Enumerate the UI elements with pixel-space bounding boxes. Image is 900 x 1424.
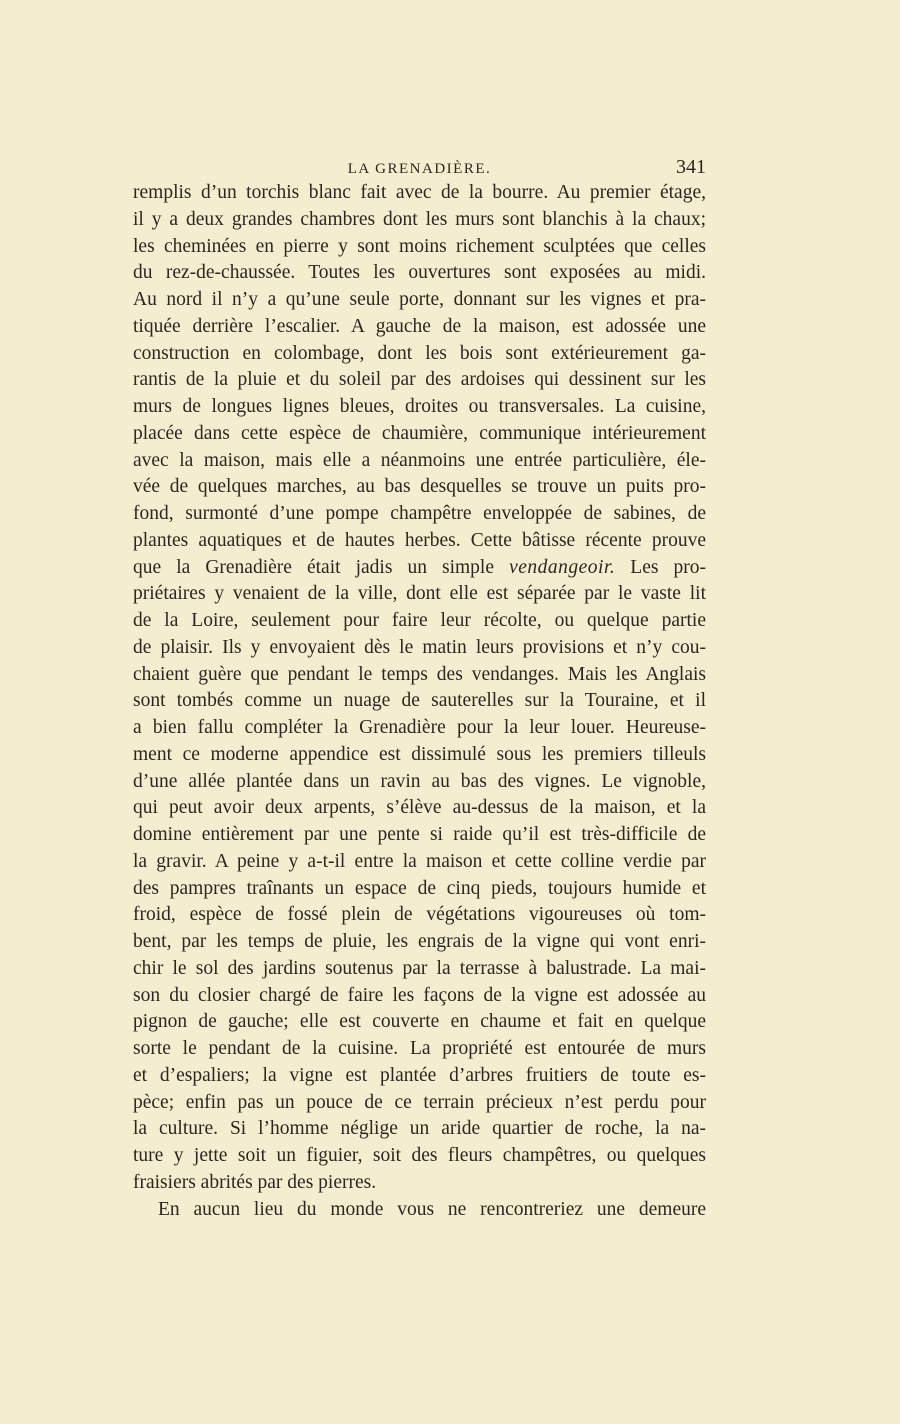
text-line: chaient guère que pendant le temps des vendanges. Mais les Anglais xyxy=(133,663,706,685)
text-line: de plaisir. Ils y envoyaient dès le matin leurs provisions et n’y cou- xyxy=(133,636,706,658)
text-line: il y a deux grandes chambres dont les murs sont blanchis à la chaux; xyxy=(133,208,706,230)
text-line: placée dans cette espèce de chaumière, communique intérieurement xyxy=(133,422,706,444)
text-line: ture y jette soit un figuier, soit des fleurs champêtres, ou quelques xyxy=(133,1145,706,1166)
text-line: son du closier chargé de faire les façons de la vigne est adossée au xyxy=(133,984,706,1006)
text-line: pèce; enfin pas un pouce de ce terrain précieux n’est perdu pour xyxy=(133,1091,706,1113)
italic-term: vendangeoir. xyxy=(509,556,616,578)
text-line: domine entièrement par une pente si raide qu’il est très-difficile de xyxy=(133,824,706,845)
text-line: sorte le pendant de la cuisine. La propriété est entourée de murs xyxy=(133,1038,706,1059)
text-line: construction en colombage, dont les bois sont extérieurement ga- xyxy=(133,342,706,364)
text-line: les cheminées en pierre y sont moins richement sculptées que celles xyxy=(133,235,706,257)
text-line: du rez-de-chaussée. Toutes les ouvertures sont exposées au midi. xyxy=(133,262,706,284)
text-line: chir le sol des jardins soutenus par la terrasse à balustrade. La mai- xyxy=(133,957,706,979)
text-line: fraisiers abrités par des pierres. xyxy=(133,1171,377,1193)
text-line: sont tombés comme un nuage de sauterelles sur la Touraine, et il xyxy=(133,690,706,712)
text-line: pignon de gauche; elle est couverte en chaume et fait en quelque xyxy=(133,1011,706,1033)
text-line: d’une allée plantée dans un ravin au bas des vignes. Le vignoble, xyxy=(133,770,706,792)
text-line: de la Loire, seulement pour faire leur récolte, ou quelque partie xyxy=(133,610,706,631)
text-line: rantis de la pluie et du soleil par des ardoises qui dessinent sur les xyxy=(133,369,706,391)
text-line xyxy=(133,555,706,582)
text-line: avec la maison, mais elle a néanmoins une entrée particulière, éle- xyxy=(133,449,706,471)
text-line: tiquée derrière l’escalier. A gauche de la maison, est adossée une xyxy=(133,315,706,337)
paragraph-start-line: En aucun lieu du monde vous ne rencontreriez une demeure xyxy=(158,1198,706,1220)
text-line: priétaires y venaient de la ville, dont elle est séparée par le vaste lit xyxy=(133,583,706,605)
page-number: 341 xyxy=(676,156,706,178)
text-line: Au nord il n’y a qu’une seule porte, donnant sur les vignes et pra- xyxy=(133,289,706,310)
text-line: qui peut avoir deux arpents, s’élève au-dessus de la maison, et la xyxy=(133,797,706,819)
text-line: la culture. Si l’homme néglige un aride quartier de roche, la na- xyxy=(133,1118,706,1140)
text-line: remplis d’un torchis blanc fait avec de la bourre. Au premier étage, xyxy=(133,182,706,203)
running-title: LA GRENADIÈRE. xyxy=(347,161,492,177)
text-line: fond, surmonté d’une pompe champêtre enveloppée de sabines, de xyxy=(133,503,706,524)
text-line: bent, par les temps de pluie, les engrais de la vigne qui vont enri- xyxy=(133,931,706,952)
text-line: a bien fallu compléter la Grenadière pour la leur louer. Heureuse- xyxy=(133,717,706,738)
text-line: plantes aquatiques et de hautes herbes. Cette bâtisse récente prouve xyxy=(133,529,706,551)
text-line: des pampres traînants un espace de cinq pieds, toujours humide et xyxy=(133,877,706,899)
text-line: murs de longues lignes bleues, droites ou transversales. La cuisine, xyxy=(133,396,706,417)
text-line: vée de quelques marches, au bas desquelles se trouve un puits pro- xyxy=(133,476,706,498)
text-line: la gravir. A peine y a-t-il entre la maison et cette colline verdie par xyxy=(133,850,706,872)
text-line: froid, espèce de fossé plein de végétations vigoureuses où tom- xyxy=(133,904,706,926)
body-text xyxy=(133,180,706,1223)
text-line: et d’espaliers; la vigne est plantée d’arbres fruitiers de toute es- xyxy=(133,1064,706,1086)
text-segment: Les pro- xyxy=(615,556,706,578)
text-line: ment ce moderne appendice est dissimulé sous les premiers tilleuls xyxy=(133,743,706,765)
text-segment: que la Grenadière était jadis un simple xyxy=(133,556,510,578)
